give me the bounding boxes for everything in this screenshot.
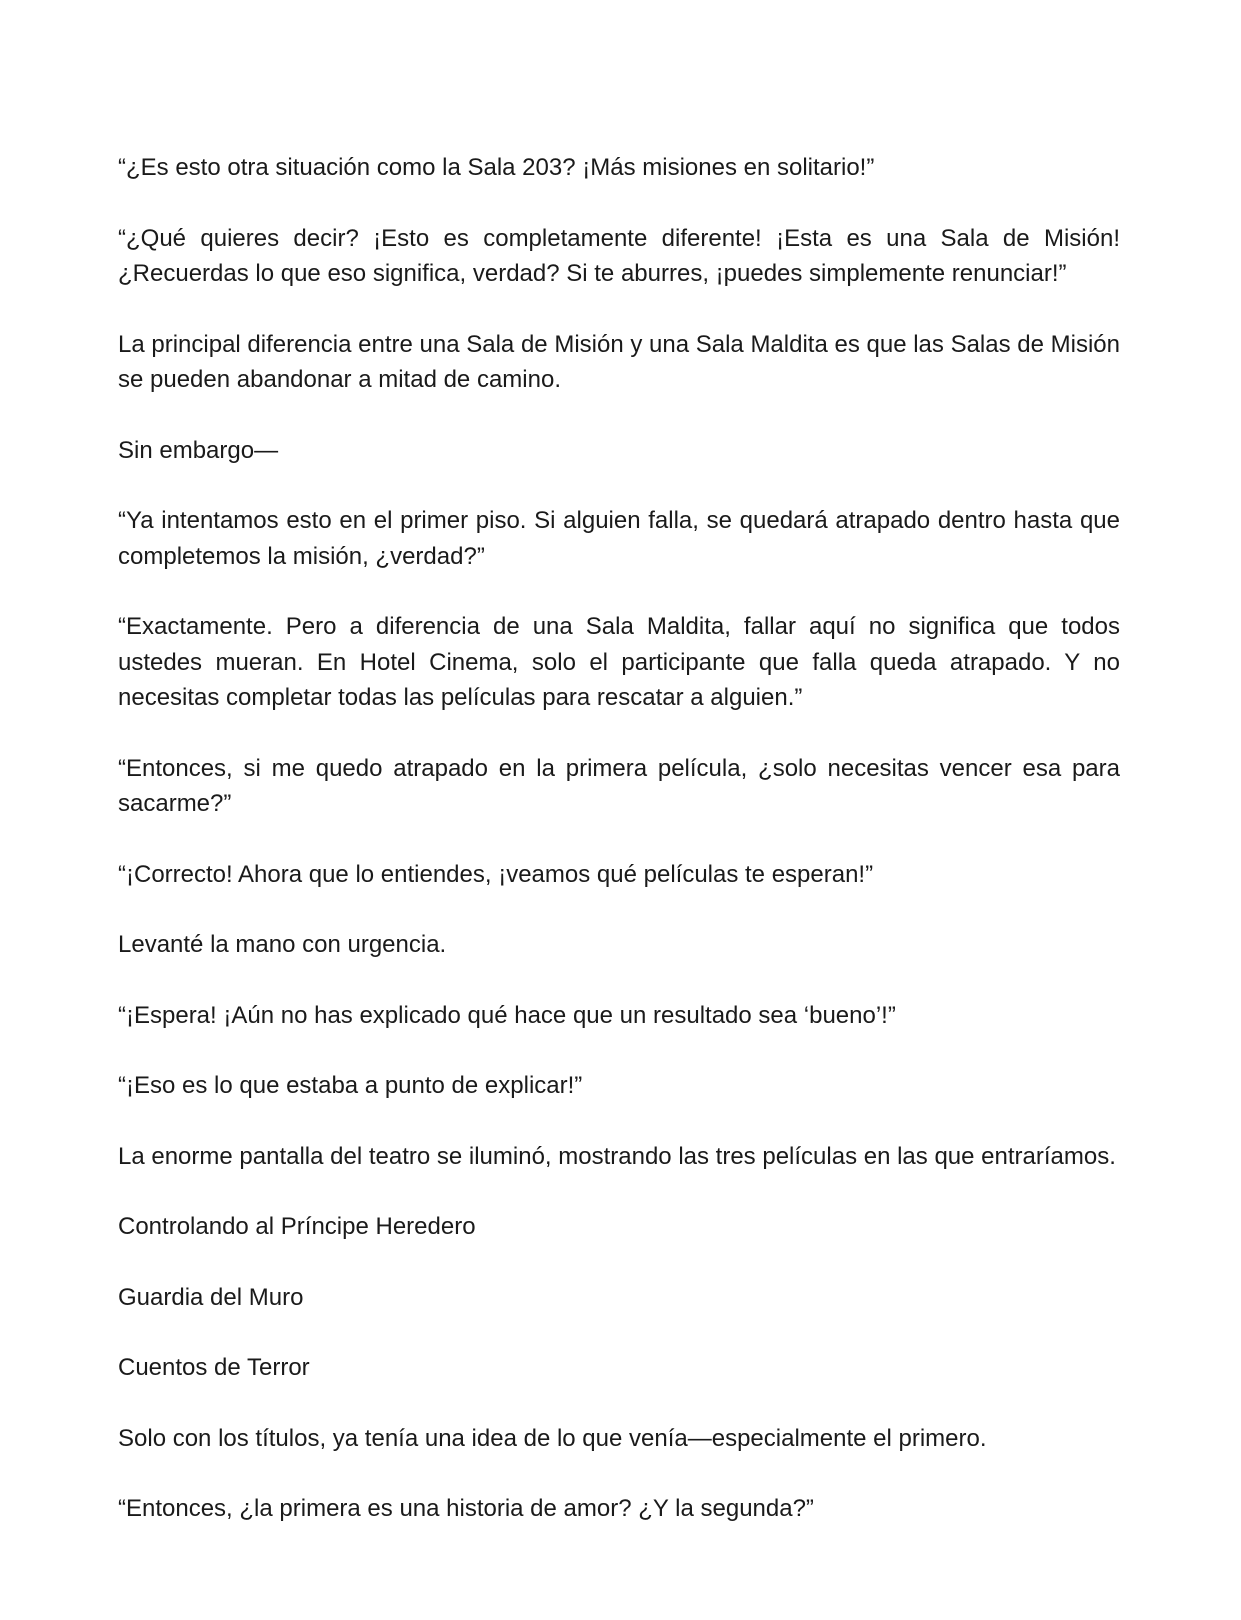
paragraph-8: “¡Correcto! Ahora que lo entiendes, ¡veamos qué películas te esperan!”: [118, 860, 874, 888]
paragraph-5: “Ya intentamos esto en el primer piso. Si alguien falla, se quedará atrapado dentro hasta que completemos la misión, ¿verdad?”: [118, 507, 1120, 570]
paragraph-3: La principal diferencia entre una Sala de Misión y una Sala Maldita es que las Salas de Misión se pueden abandonar a mitad de camino.: [118, 330, 1120, 393]
paragraph-2: “¿Qué quieres decir? ¡Esto es completamente diferente! ¡Esta es una Sala de Misión! ¿Recuerdas lo que eso significa, verdad? Si te aburres, ¡puedes simplemente renunciar!”: [118, 224, 1120, 287]
paragraph-11: “¡Eso es lo que estaba a punto de explicar!”: [118, 1072, 583, 1099]
paragraph-6: “Exactamente. Pero a diferencia de una Sala Maldita, fallar aquí no significa que todos ustedes mueran. En Hotel Cinema, solo el participante que falla queda atrapado. Y no necesitas completar todas las películas para rescatar a alguien.”: [118, 613, 1120, 711]
paragraph-10: “¡Espera! ¡Aún no has explicado qué hace que un resultado sea ‘bueno’!”: [118, 1001, 896, 1029]
paragraph-1: “¿Es esto otra situación como la Sala 203? ¡Más misiones en solitario!”: [118, 154, 875, 181]
movie-title-2: Guardia del Muro: [118, 1283, 304, 1311]
paragraph-12: La enorme pantalla del teatro se iluminó, mostrando las tres películas en las que entraríamos.: [118, 1142, 1116, 1170]
movie-title-1: Controlando al Príncipe Heredero: [118, 1213, 476, 1240]
document-page: [118, 150, 1120, 1562]
movie-title-3: Cuentos de Terror: [118, 1354, 310, 1381]
paragraph-16: Solo con los títulos, ya tenía una idea de lo que venía—especialmente el primero.: [118, 1424, 987, 1452]
paragraph-9: Levanté la mano con urgencia.: [118, 931, 447, 958]
paragraph-4: Sin embargo—: [118, 436, 279, 464]
paragraph-7: “Entonces, si me quedo atrapado en la primera película, ¿solo necesitas vencer esa para sacarme?”: [118, 754, 1120, 817]
paragraph-17: “Entonces, ¿la primera es una historia de amor? ¿Y la segunda?”: [118, 1495, 814, 1522]
